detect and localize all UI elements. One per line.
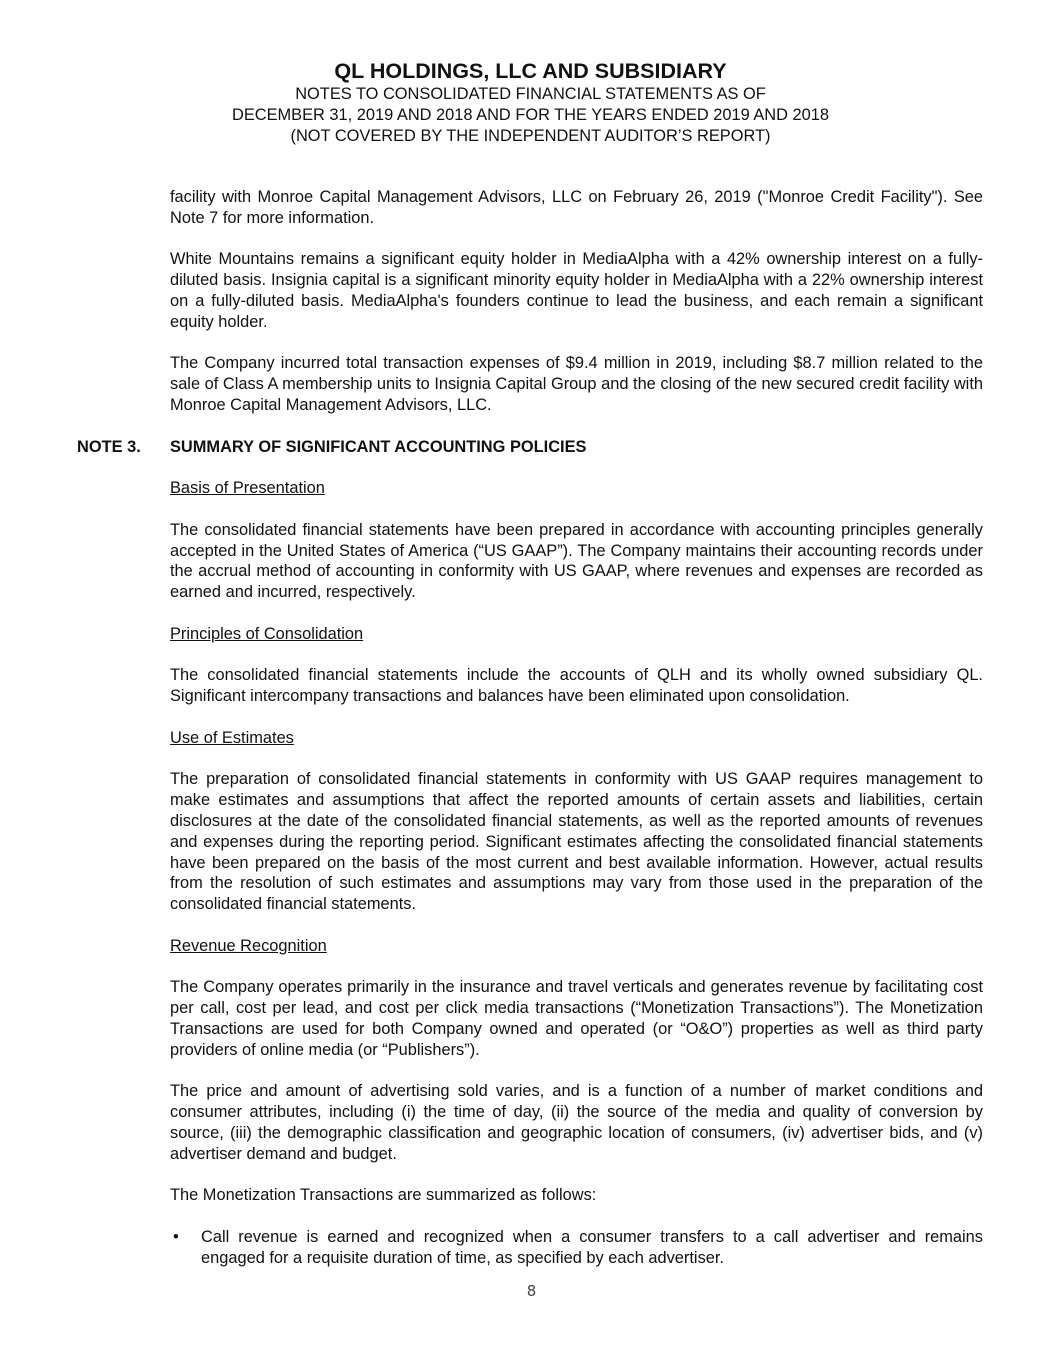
header-line-1: NOTES TO CONSOLIDATED FINANCIAL STATEMENTS AS OF (295, 85, 766, 103)
basis-of-presentation-text: The consolidated financial statements have been prepared in accordance with accounting principles generally accepted in the United States of America (“US GAAP”). The Company maintains their accounting records under the accrual method of accounting in conformity with US GAAP, where revenues and expenses are recorded as earned and incurred, respectively. (170, 520, 983, 602)
revenue-recognition-heading: Revenue Recognition (170, 936, 327, 955)
note-3-heading (77, 437, 983, 458)
principles-of-consolidation-heading: Principles of Consolidation (170, 624, 364, 643)
use-of-estimates-heading: Use of Estimates (170, 728, 294, 747)
note-3-number: NOTE 3. (77, 437, 141, 456)
revenue-recognition-text-2: The price and amount of advertising sold varies, and is a function of a number of market conditions and consumer attributes, including (i) the time of day, (ii) the source of the media and quality of conversion by source, (iii) the demographic classification and geographic location of consumers, (iv) advertiser bids, and (v) advertiser demand and budget. (170, 1082, 983, 1163)
bullet-call-revenue (170, 1227, 983, 1269)
basis-of-presentation-heading: Basis of Presentation (170, 479, 325, 498)
paragraph-monroe-facility: facility with Monroe Capital Management Advisors, LLC on February 26, 2019 ("Monroe Credit Facility"). See Note 7 for more information. (170, 188, 983, 227)
header-line-3: (NOT COVERED BY THE INDEPENDENT AUDITOR’S REPORT) (290, 127, 771, 145)
paragraph-equity-holders: White Mountains remains a significant equity holder in MediaAlpha with a 42% ownership interest on a fully-diluted basis. Insignia capital is a significant minority equity holder in MediaAlpha with a 22% ownership interest on a fully-diluted basis. MediaAlpha's founders continue to lead the business, and each remain a significant equity holder. (170, 250, 983, 331)
page-number: 8 (526, 1282, 537, 1300)
note-3-title: SUMMARY OF SIGNIFICANT ACCOUNTING POLICIES (170, 437, 587, 456)
header-line-2: DECEMBER 31, 2019 AND 2018 AND FOR THE YEARS ENDED 2019 AND 2018 (231, 106, 829, 124)
bullet-call-revenue-text: Call revenue is earned and recognized when a consumer transfers to a call advertiser and remains engaged for a requisite duration of time, as specified by each advertiser. (201, 1227, 983, 1267)
revenue-recognition-text-3: The Monetization Transactions are summarized as follows: (170, 1186, 597, 1205)
bullet-icon: • (173, 1227, 179, 1246)
page-header (0, 58, 1055, 147)
document-body (77, 187, 983, 1268)
principles-of-consolidation-text: The consolidated financial statements include the accounts of QLH and its wholly owned subsidiary QL. Significant intercompany transactions and balances have been eliminated upon consolidation. (170, 666, 983, 706)
paragraph-transaction-expenses: The Company incurred total transaction expenses of $9.4 million in 2019, including $8.7 million related to the sale of Class A membership units to Insignia Capital Group and the closing of the new secured credit facility with Monroe Capital Management Advisors, LLC. (170, 354, 983, 414)
use-of-estimates-text: The preparation of consolidated financial statements in conformity with US GAAP requires management to make estimates and assumptions that affect the reported amounts of certain assets and liabilities, certain disclosures at the date of the consolidated financial statements, as well as the reported amounts of revenues and expenses during the reporting period. Significant estimates affecting the consolidated financial statements have been prepared on the basis of the most current and best available information. However, actual results from the resolution of such estimates and assumptions may vary from those used in the preparation of the consolidated financial statements. (170, 770, 983, 914)
revenue-recognition-text-1: The Company operates primarily in the insurance and travel verticals and generates revenue by facilitating cost per call, cost per lead, and cost per click media transactions (“Monetization Transactions”). The Monetization Transactions are used for both Company owned and operated (or “O&O”) properties as well as third party providers of online media (or “Publishers”). (170, 978, 983, 1059)
company-name: QL HOLDINGS, LLC AND SUBSIDIARY (334, 59, 727, 83)
